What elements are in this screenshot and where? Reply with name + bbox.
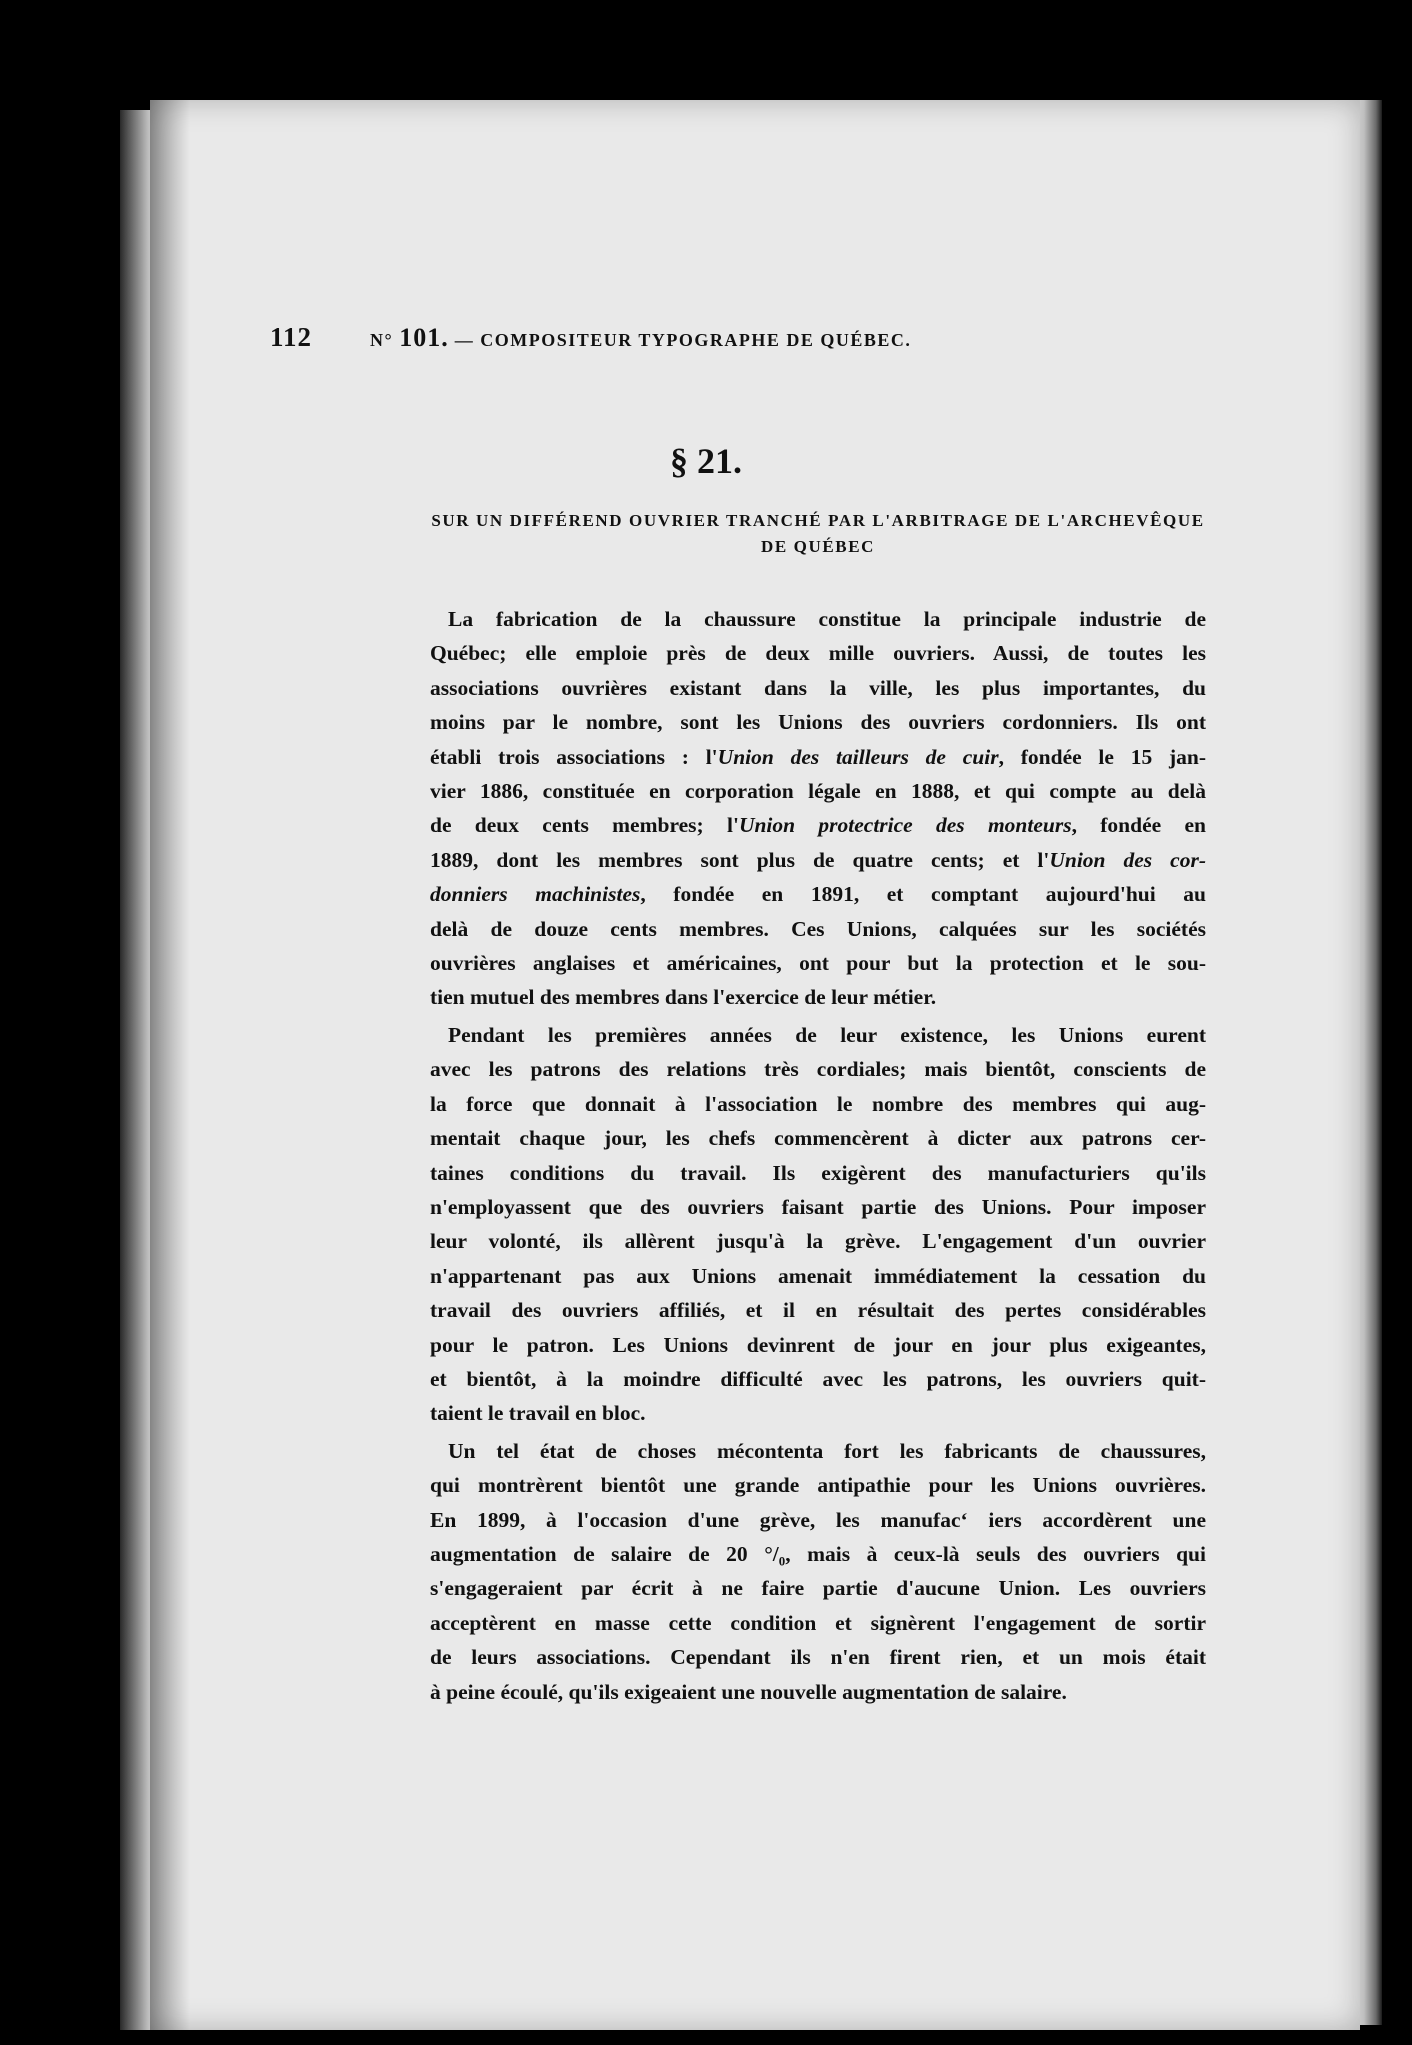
italic-text: donniers machinistes [430, 882, 641, 907]
number-label: N° [370, 330, 394, 350]
section-title-line-1: SUR UN DIFFÉREND OUVRIER TRANCHÉ PAR L'ARBITRAGE DE L'ARCHEVÊQUE [431, 511, 1205, 530]
section-number: § 21. [670, 441, 742, 481]
text-line [430, 1571, 1206, 1605]
text-line [430, 1018, 1206, 1052]
text-line [430, 1190, 1206, 1224]
header-title-text: COMPOSITEUR TYPOGRAPHE DE QUÉBEC. [480, 330, 912, 350]
text-line [430, 980, 1206, 1014]
text-line [430, 1468, 1206, 1502]
text-segment: Un tel état de choses mécontenta fort les fabricants de chaussures, [448, 1438, 1206, 1463]
text-segment: , fondée en 1891, et comptant aujourd'hui au [640, 882, 1206, 907]
text-segment: associations ouvrières existant dans la ville, les plus importantes, du [430, 675, 1206, 700]
text-line [430, 843, 1206, 877]
text-segment: vier 1886, constituée en corporation légale en 1888, et qui compte au delà [430, 779, 1206, 804]
gutter-shadow [150, 100, 190, 2030]
text-segment: n'employassent que des ouvriers faisant partie des Unions. Pour imposer [430, 1194, 1206, 1219]
body-text [430, 602, 1206, 1712]
text-segment: pour le patron. Les Unions devinrent de jour en jour plus exigeantes, [430, 1332, 1206, 1357]
text-segment: delà de douze cents membres. Ces Unions, calquées sur les sociétés [430, 916, 1206, 941]
page-number: 112 [270, 322, 313, 352]
italic-text: Union protectrice des monteurs [738, 813, 1072, 838]
text-segment: n'appartenant pas aux Unions amenait immédiatement la cessation du [430, 1263, 1206, 1288]
text-line [430, 946, 1206, 980]
text-line [430, 1434, 1206, 1468]
text-segment: acceptèrent en masse cette condition et signèrent l'engagement de sortir [430, 1610, 1206, 1635]
text-segment: 1889, dont les membres sont plus de quatre cents; et l' [430, 847, 1050, 872]
text-line [430, 1224, 1206, 1258]
text-line [430, 705, 1206, 739]
text-line [430, 1640, 1206, 1674]
text-line [430, 1259, 1206, 1293]
text-segment: travail des ouvriers affiliés, et il en résultait des pertes considérables [430, 1298, 1206, 1323]
text-line [430, 1328, 1206, 1362]
text-segment: , fondée en [1071, 813, 1206, 838]
document-number: 101. [399, 323, 449, 352]
text-line [430, 1503, 1206, 1537]
text-line [430, 1675, 1206, 1709]
running-head-title [370, 323, 911, 353]
section-title [430, 508, 1206, 560]
text-line [430, 877, 1206, 911]
text-segment: taines conditions du travail. Ils exigèrent des manufacturiers qu'ils [430, 1160, 1206, 1185]
text-line [430, 808, 1206, 842]
text-segment: mentait chaque jour, les chefs commencèrent à dicter aux patrons cer- [430, 1126, 1206, 1151]
text-segment: de leurs associations. Cependant ils n'en firent rien, et un mois était [430, 1645, 1206, 1670]
text-segment: En 1899, à l'occasion d'une grève, les manufac‘ iers accordèrent une [430, 1507, 1206, 1532]
text-line [430, 636, 1206, 670]
text-segment: qui montrèrent bientôt une grande antipathie pour les Unions ouvrières. [430, 1473, 1206, 1498]
text-segment: avec les patrons des relations très cordiales; mais bientôt, conscients de [430, 1057, 1206, 1082]
text-line [430, 671, 1206, 705]
text-line [430, 740, 1206, 774]
text-line [430, 1606, 1206, 1640]
text-line [430, 1396, 1206, 1430]
text-segment: et bientôt, à la moindre difficulté avec les patrons, les ouvriers quit- [430, 1366, 1206, 1391]
running-head [270, 322, 1090, 353]
text-segment: s'engageraient par écrit à ne faire partie d'aucune Union. Les ouvriers [430, 1576, 1206, 1601]
text-line [430, 1052, 1206, 1086]
text-segment: de deux cents membres; l' [430, 813, 739, 838]
text-segment: ouvrières anglaises et américaines, ont pour but la protection et le sou- [430, 951, 1206, 976]
text-line [430, 774, 1206, 808]
text-segment: à peine écoulé, qu'ils exigeaient une nouvelle augmentation de salaire. [430, 1679, 1067, 1704]
italic-text: Union des cor- [1049, 847, 1206, 872]
text-line [430, 912, 1206, 946]
header-dash: — [454, 330, 475, 350]
text-line [430, 1121, 1206, 1155]
paragraph [430, 1434, 1206, 1709]
text-line [430, 1537, 1206, 1571]
italic-text: Union des tailleurs de cuir [717, 744, 999, 769]
text-segment: Pendant les premières années de leur existence, les Unions eurent [448, 1022, 1206, 1047]
text-segment: taient le travail en bloc. [430, 1401, 646, 1426]
text-line [430, 1087, 1206, 1121]
text-segment: établi trois associations : l' [430, 744, 718, 769]
text-segment: augmentation de salaire de 20 °/₀, mais à ceux-là seuls des ouvriers qui [430, 1541, 1206, 1566]
text-line [430, 1156, 1206, 1190]
text-segment: moins par le nombre, sont les Unions des ouvriers cordonniers. Ils ont [430, 710, 1206, 735]
text-line [430, 602, 1206, 636]
text-line [430, 1293, 1206, 1327]
text-segment: la force que donnait à l'association le nombre des membres qui aug- [430, 1091, 1206, 1116]
paragraph [430, 1018, 1206, 1431]
text-segment: Québec; elle emploie près de deux mille ouvriers. Aussi, de toutes les [430, 641, 1206, 666]
text-segment: La fabrication de la chaussure constitue la principale industrie de [448, 607, 1206, 631]
text-segment: leur volonté, ils allèrent jusqu'à la grève. L'engagement d'un ouvrier [430, 1229, 1206, 1254]
text-segment: tien mutuel des membres dans l'exercice de leur métier. [430, 985, 937, 1010]
section-title-line-2: DE QUÉBEC [760, 537, 876, 556]
paragraph [430, 602, 1206, 1015]
text-line [430, 1362, 1206, 1396]
text-segment: , fondée le 15 jan- [998, 744, 1207, 769]
